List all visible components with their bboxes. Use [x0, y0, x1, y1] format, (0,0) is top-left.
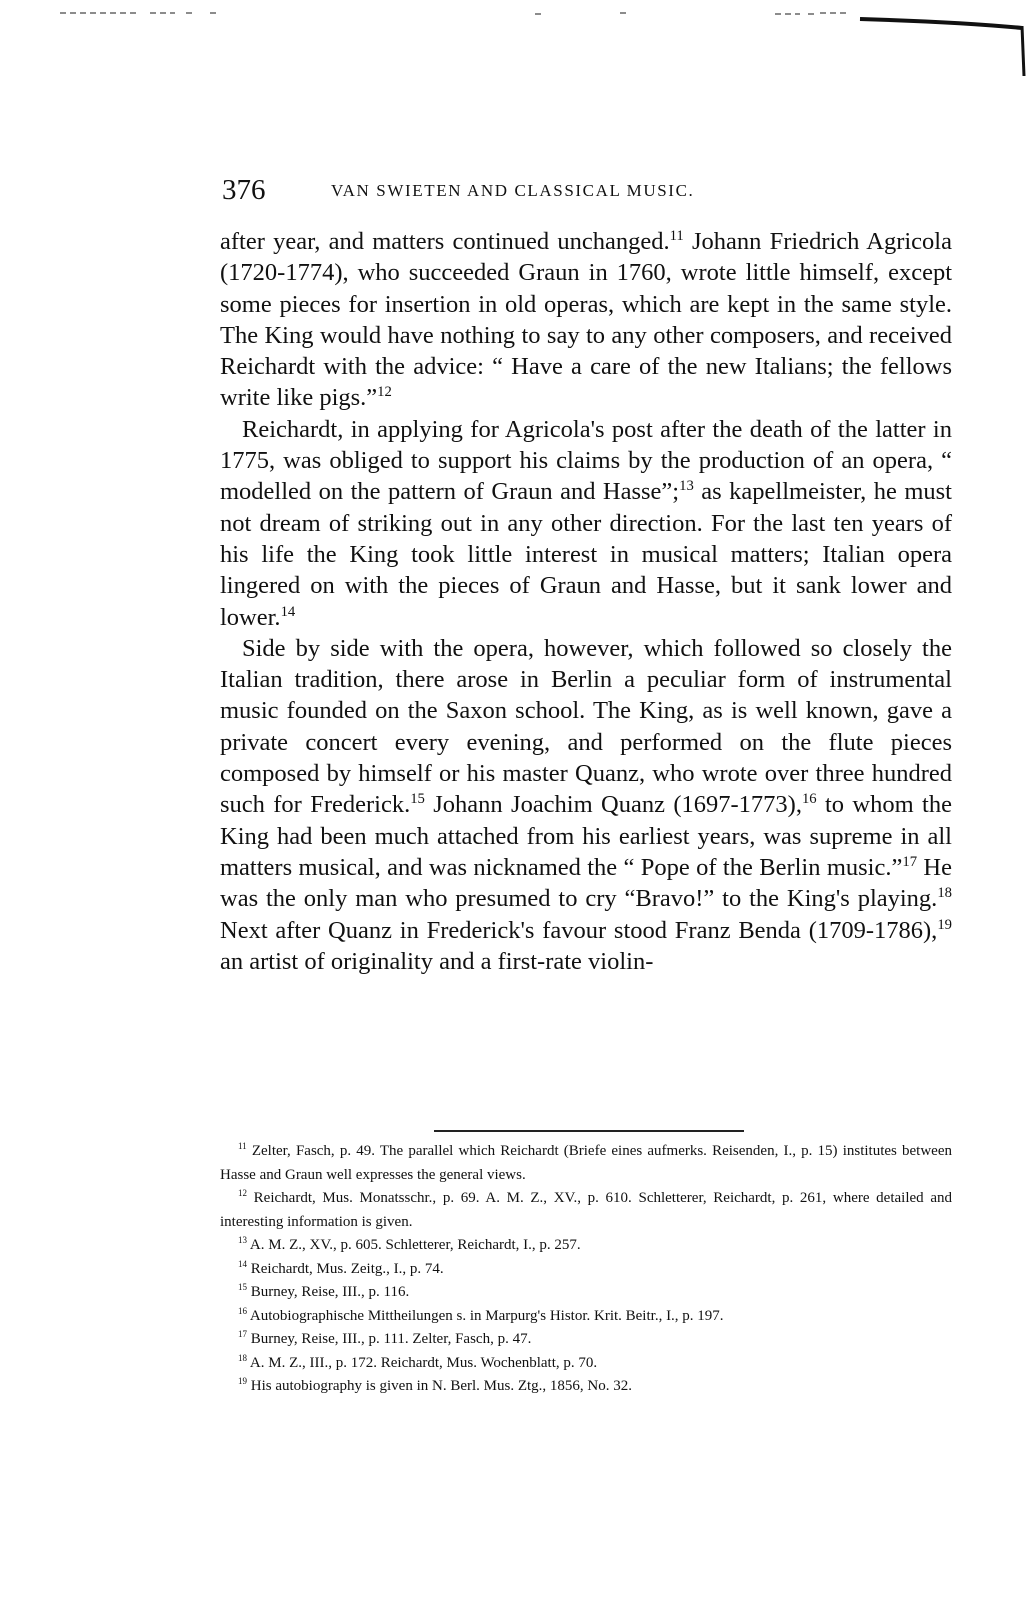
page-header: [222, 170, 952, 210]
footnote-11: $^{11}$ Zelter, Fasch, p. 49. The parallel which Reichardt (Briefe eines aufmerks. Reisenden, I., p. 15) institutes between Hasse and Graun well expresses the general views.: [220, 1141, 952, 1183]
footnote-divider: [434, 1130, 744, 1132]
footnote-18: $^{18}$ A. M. Z., III., p. 172. Reichardt, Mus. Wochenblatt, p. 70.: [238, 1352, 598, 1371]
footnote-ref-17: 17: [902, 853, 918, 870]
footnote-19: $^{19}$ His autobiography is given in N. Berl. Mus. Ztg., 1856, No. 32.: [238, 1376, 632, 1394]
footnote-13: $^{13}$ A. M. Z., XV., p. 605. Schletterer, Reichardt, I., p. 257.: [238, 1235, 581, 1253]
footnote-ref-19: 19: [937, 916, 952, 933]
paragraph-3: Side by side with the opera, however, which followed so closely the Italian tradition, there arose in Berlin a peculiar form of instrumental music founded on the Saxon school. The King, as is well known, gave a private concert every evening, and performed on the flute pieces composed by himself or his master Quanz, who wrote over three hundred such for Frederick.$^{15}$ Johann Joachim Quanz (1697-1773),$^{16}$ to whom the King had been much attached from his earliest years, was supreme in all matters musical, and was nicknamed the “ Pope of the Berlin music.”$^{17}$ He was the only man who presumed to cry “Bravo!” to the King's playing.$^{18}$ Next after Quanz in Frederick's favour stood Franz Benda (1709-1786),$^{19}$ an artist of originality and a first-rate violin-: [220, 634, 952, 975]
footnote-ref-16: 16: [801, 791, 817, 808]
body-text: [220, 226, 952, 977]
footnote-14: $^{14}$ Reichardt, Mus. Zeitg., I., p. 74.: [238, 1258, 444, 1277]
footnote-ref-14: 14: [280, 603, 296, 620]
footnotes: [220, 1140, 952, 1399]
footnote-ref-11: 11: [669, 227, 684, 244]
paragraph-1: after year, and matters continued unchanged.$^{11}$ Johann Friedrich Agricola (1720-1774), who succeeded Graun in 1760, wrote little himself, except some pieces for insertion in old operas, which are kept in the same style. The King would have nothing to say to any other composers, and received Reichardt with the advice: “ Have a care of the new Italians; the fellows write like pigs.”$^{12}$: [220, 227, 952, 412]
scan-edge-marks: [0, 0, 1034, 80]
footnote-16: $^{16}$ Autobiographische Mittheilungen s. in Marpurg's Histor. Krit. Beitr., I., p. 197.: [238, 1305, 724, 1324]
footnote-ref-15: 15: [410, 791, 425, 808]
footnote-ref-18: 18: [937, 885, 952, 902]
footnote-12: $^{12}$ Reichardt, Mus. Monatsschr., p. 69. A. M. Z., XV., p. 610. Schletterer, Reichardt, p. 261, where detailed and interesting information is given.: [220, 1188, 952, 1230]
footnote-ref-12: 12: [377, 384, 392, 401]
running-head: VAN SWIETEN AND CLASSICAL MUSIC.: [331, 181, 695, 200]
footnote-ref-13: 13: [679, 478, 694, 495]
paragraph-2: Reichardt, in applying for Agricola's post after the death of the latter in 1775, was obliged to support his claims by the production of an opera, “ modelled on the pattern of Graun and Hasse”;$^{13}$ as kapellmeister, he must not dream of striking out in any other direction. For the last ten years of his life the King took little interest in musical matters; Italian opera lingered on with the pieces of Graun and Hasse, but it sank lower and lower.$^{14}$: [220, 415, 952, 631]
footnote-15: $^{15}$ Burney, Reise, III., p. 116.: [238, 1282, 410, 1300]
page-number: 376: [222, 174, 266, 206]
footnote-17: $^{17}$ Burney, Reise, III., p. 111. Zelter, Fasch, p. 47.: [238, 1329, 532, 1347]
